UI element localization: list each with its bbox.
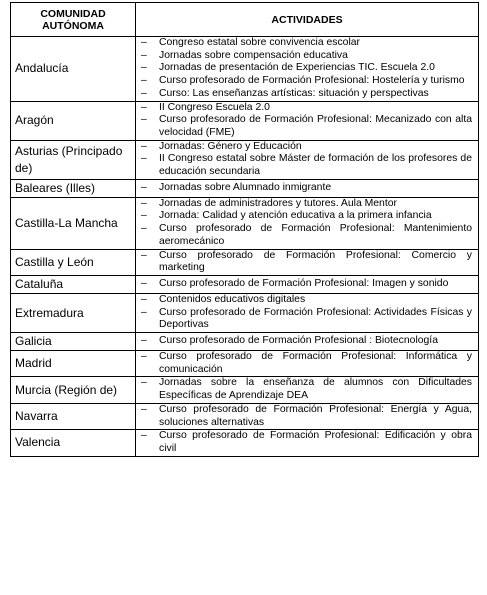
region-cell: Asturias (Principado de) (11, 140, 136, 179)
region-cell: Madrid (11, 351, 136, 377)
activity-list (140, 182, 472, 195)
activity-item (140, 404, 472, 429)
activity-item (140, 351, 472, 376)
activities-table (10, 2, 479, 457)
region-cell: Navarra (11, 403, 136, 429)
activities-cell (136, 37, 479, 102)
table-row (11, 249, 479, 275)
activity-text: Curso profesorado de Formación Profesional: Comercio y marketing (159, 249, 472, 274)
activity-text: Curso profesorado de Formación Profesional: Mantenimiento aeromecánico (159, 223, 472, 247)
region-cell: Andalucía (11, 37, 136, 102)
activities-cell (136, 351, 479, 377)
activity-item (140, 294, 472, 307)
activity-list (140, 102, 472, 140)
activity-text: Curso profesorado de Formación Profesional: Mecanizado con alta velocidad (FME) (159, 114, 472, 138)
activity-list (140, 37, 472, 101)
activity-text: Jornadas de administradores y tutores. Aula Mentor (159, 197, 397, 209)
activity-item (140, 250, 472, 275)
table-row (11, 403, 479, 429)
activity-text: Jornadas de presentación de Experiencias TIC. Escuela 2.0 (159, 62, 435, 74)
dash-marker: – (141, 87, 147, 99)
activity-list (140, 404, 472, 429)
dash-marker: – (141, 210, 147, 222)
activity-item (140, 430, 472, 455)
dash-marker: – (141, 140, 147, 152)
dash-marker: – (141, 223, 147, 235)
activities-cell (136, 333, 479, 351)
dash-marker: – (141, 62, 147, 74)
activity-text: Contenidos educativos digitales (159, 293, 306, 305)
activity-list (140, 351, 472, 376)
dash-marker: – (141, 181, 147, 193)
region-cell: Valencia (11, 430, 136, 456)
table-row (11, 430, 479, 456)
table-row (11, 179, 479, 197)
activity-item (140, 278, 472, 291)
table-body (11, 37, 479, 457)
activities-cell (136, 101, 479, 140)
activity-text: Curso profesorado de Formación Profesional: Energía y Agua, soluciones alternativas (159, 403, 472, 428)
region-cell: Castilla y León (11, 249, 136, 275)
activity-text: Curso profesorado de Formación Profesional: Informática y comunicación (159, 351, 472, 375)
activities-cell (136, 249, 479, 275)
activity-text: Jornadas: Género y Educación (159, 140, 302, 152)
table-row (11, 377, 479, 403)
dash-marker: – (141, 37, 147, 48)
dash-marker: – (141, 75, 147, 87)
activity-text: Jornadas sobre compensación educativa (159, 49, 348, 61)
activity-item (140, 223, 472, 248)
activities-cell (136, 430, 479, 456)
header-region: COMUNIDAD AUTÓNOMA (11, 3, 136, 37)
activity-item (140, 377, 472, 402)
activity-list (140, 430, 472, 455)
activity-list (140, 250, 472, 275)
dash-marker: – (141, 306, 147, 318)
activity-list (140, 198, 472, 249)
activity-item (140, 210, 472, 223)
activities-cell (136, 179, 479, 197)
activities-cell (136, 377, 479, 403)
table-row (11, 37, 479, 102)
activity-list (140, 141, 472, 179)
dash-marker: – (141, 351, 147, 363)
activity-item (140, 141, 472, 154)
dash-marker: – (141, 114, 147, 126)
activity-text: Jornada: Calidad y atención educativa a la primera infancia (159, 210, 432, 222)
activity-text: Curso: Las enseñanzas artísticas: situación y perspectivas (159, 87, 429, 99)
activity-item (140, 50, 472, 63)
activity-item (140, 114, 472, 139)
activity-text: Curso profesorado de Formación Profesional : Biotecnología (159, 335, 438, 347)
region-cell: Murcia (Región de) (11, 377, 136, 403)
activity-text: II Congreso Escuela 2.0 (159, 101, 270, 113)
region-cell: Aragón (11, 101, 136, 140)
table-row (11, 140, 479, 179)
activity-text: Curso profesorado de Formación Profesional: Edificación y obra civil (159, 430, 472, 454)
region-cell: Extremadura (11, 293, 136, 332)
activity-item (140, 307, 472, 332)
activities-cell (136, 275, 479, 293)
table-row (11, 293, 479, 332)
region-cell: Castilla-La Mancha (11, 197, 136, 249)
activity-item (140, 102, 472, 115)
dash-marker: – (141, 49, 147, 61)
activity-item (140, 75, 472, 88)
activity-list (140, 335, 472, 348)
dash-marker: – (141, 403, 147, 415)
activity-item (140, 182, 472, 195)
dash-marker: – (141, 293, 147, 305)
activity-item (140, 88, 472, 101)
activity-text: Congreso estatal sobre convivencia escolar (159, 37, 360, 48)
dash-marker: – (141, 197, 147, 209)
dash-marker: – (141, 101, 147, 113)
activity-item (140, 198, 472, 211)
dash-marker: – (141, 430, 147, 442)
activity-item (140, 62, 472, 75)
activity-item (140, 153, 472, 178)
dash-marker: – (141, 377, 147, 389)
dash-marker: – (141, 249, 147, 261)
activity-list (140, 278, 472, 291)
header-row (11, 3, 479, 37)
table-row (11, 333, 479, 351)
activity-text: Curso profesorado de Formación Profesional: Imagen y sonido (159, 278, 449, 290)
region-cell: Cataluña (11, 275, 136, 293)
activity-item (140, 37, 472, 50)
activity-text: Curso profesorado de Formación Profesional: Actividades Físicas y Deportivas (159, 306, 472, 331)
activity-text: Jornadas sobre la enseñanza de alumnos con Dificultades Específicas de Aprendizaje DEA (159, 377, 472, 402)
table-row (11, 101, 479, 140)
region-cell: Baleares (Illes) (11, 179, 136, 197)
region-cell: Galicia (11, 333, 136, 351)
activity-list (140, 294, 472, 332)
activity-item (140, 335, 472, 348)
table-row (11, 275, 479, 293)
activity-text: Jornadas sobre Alumnado inmigrante (159, 181, 332, 193)
dash-marker: – (141, 153, 147, 165)
activity-text: Curso profesorado de Formación Profesional: Hostelería y turismo (159, 75, 465, 87)
header-activities: ACTIVIDADES (136, 3, 479, 37)
table-row (11, 197, 479, 249)
activities-cell (136, 197, 479, 249)
activity-text: II Congreso estatal sobre Máster de formación de los profesores de educación secundaria (159, 153, 472, 178)
dash-marker: – (141, 278, 147, 290)
dash-marker: – (141, 335, 147, 347)
activity-list (140, 377, 472, 402)
activities-cell (136, 403, 479, 429)
table-row (11, 351, 479, 377)
activities-cell (136, 293, 479, 332)
activities-cell (136, 140, 479, 179)
